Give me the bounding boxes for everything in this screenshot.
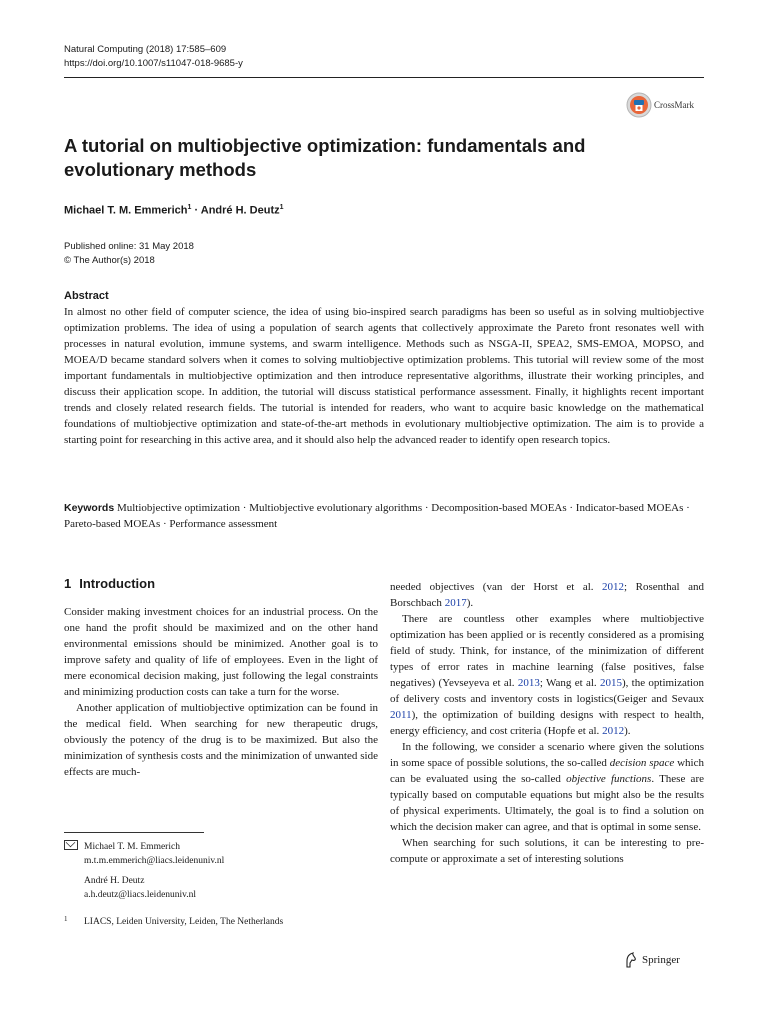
author-affiliation-mark: 1 [279,204,284,211]
author-name: Michael T. M. Emmerich [64,204,188,217]
citation-link[interactable]: 2012 [602,725,625,737]
text-run: ). [624,725,631,737]
crossmark-label: CrossMark [654,100,694,110]
text-run: ), the optimization of building designs with respect to health, energy efficiency, and cost criteria (Hopfe et al. [390,709,704,737]
paragraph [390,579,704,611]
text-run: ; Rosenthal and Borschbach [390,581,704,609]
text-run: In the following, we consider a scenario where given the solutions in some space of possible solutions, the so-called [390,741,704,769]
keywords-label: Keywords [64,502,115,514]
publication-info [64,240,194,268]
copyright: © The Author(s) 2018 [64,255,155,266]
paragraph: Another application of multiobjective optimization can be found in the medical field. When searching for new therapeutic drugs, obviously the potency of the drug is to be maximized. But also the minimization of synthesis costs and the minimization of unwanted side effects are much- [64,702,378,778]
right-column [390,579,704,867]
article-title: A tutorial on multiobjective optimization: fundamentals and evolutionary methods [64,135,586,180]
text-run: ; Wang et al. [539,677,600,689]
affiliation-number: 1 [64,915,68,923]
footnote-rule [64,832,204,833]
section-title: Introduction [79,576,156,591]
affiliation-text: LIACS, Leiden University, Leiden, The Netherlands [84,917,284,927]
author-list [64,204,284,217]
journal-citation: Natural Computing (2018) 17:585–609 [64,44,227,55]
envelope-icon [64,840,78,850]
keywords [64,500,704,532]
text-run: ). [466,597,474,609]
paragraph: When searching for such solutions, it can be interesting to pre-compute or approximate a set of interesting solutions [390,837,704,865]
left-column [64,604,378,780]
paragraph [390,611,704,739]
citation-link[interactable]: 2013 [517,677,540,689]
publisher-name: Springer [642,954,680,966]
crossmark-icon [626,92,652,118]
text-run: . These are typically based on computable equations but might also be the results of physical experiments. Ultimately, the goal is to find a solution on which the decision maker can agree, and that is optimal in some sense. [390,773,704,833]
publisher-logo [624,952,680,968]
text-run: ), the optimization of delivery costs and inventory costs in logistics(Geiger and Sevaux [390,677,704,705]
contact-name: André H. Deutz [84,876,145,886]
section-heading [64,576,155,591]
journal-header [64,43,243,71]
contact-email[interactable]: a.h.deutz@liacs.leidenuniv.nl [84,890,197,900]
paragraph: Consider making investment choices for an industrial process. On the one hand the profit should be maximized and on the other hand environmental emissions should be minimized. Another goal is to improve safety and quality of life of employees. Even in the light of mere economical decision making, just following the legal constraints and minimizing production costs can take a turn for the worse. [64,606,378,698]
contact-email[interactable]: m.t.m.emmerich@liacs.leidenuniv.nl [84,856,225,866]
footnote-affiliation [64,912,283,929]
citation-link[interactable]: 2012 [602,581,625,593]
keywords-text: Multiobjective optimization · Multiobjective evolutionary algorithms · Decomposition-based MOEAs · Indicator-based MOEAs · Pareto-based MOEAs · Performance assessment [64,502,690,530]
author-name: André H. Deutz [200,204,280,217]
footnote-contact [64,840,224,902]
citation-link[interactable]: 2015 [599,677,622,689]
crossmark-badge[interactable] [626,92,694,118]
emphasis: decision space [609,757,675,769]
abstract-heading: Abstract [64,290,109,302]
paragraph [390,739,704,835]
abstract-text: In almost no other field of computer science, the idea of using bio-inspired search paradigms has been so useful as in solving multiobjective optimization problems. The idea of using a population of search agents that collectively approximate the Pareto front resonates well with processes in natural evolution, immune systems, and swarm intelligence. Methods such as NSGA-II, SPEA2, SMS-EMOA, MOPSO, and MOEA/D became standard solvers when it comes to solving multiobjective optimization problems. This tutorial will review some of the most important fundamentals in multiobjective optimization and then introduce representative algorithms, illustrate their working principles, and discuss their application scope. In addition, the tutorial will discuss statistical performance assessment. Finally, it highlights recent important trends and closely related research fields. The tutorial is intended for readers, who want to acquire basic knowledge on the mathematical foundations of multiobjective optimization and state-of-the-art methods in evolutionary multiobjective optimization. The aim is to provide a starting point for researching in this active area, and it should also help the advanced reader to identify open research topics. [64,306,704,446]
section-number: 1 [64,576,72,591]
springer-horse-icon [624,952,638,968]
text-run: There are countless other examples where multiobjective optimization has been applied or is recently considered as a promising field of study. Think, for instance, of the minimization of different types of error rates in machine learning (false positives, false negatives) (Yevseyeva et al. [390,613,704,689]
text-run: needed objectives (van der Horst et al. [390,581,603,593]
header-rule [64,77,704,78]
author-separator: · [191,204,201,217]
published-date: Published online: 31 May 2018 [64,241,194,252]
text-run: which can be evaluated using the so-called [390,757,704,785]
author-affiliation-mark: 1 [187,204,192,211]
emphasis: objective functions [566,773,652,785]
contact-name: Michael T. M. Emmerich [84,842,180,852]
doi-link[interactable]: https://doi.org/10.1007/s11047-018-9685-y [64,58,243,69]
citation-link[interactable]: 2011 [390,709,412,721]
citation-link[interactable]: 2017 [444,597,467,609]
